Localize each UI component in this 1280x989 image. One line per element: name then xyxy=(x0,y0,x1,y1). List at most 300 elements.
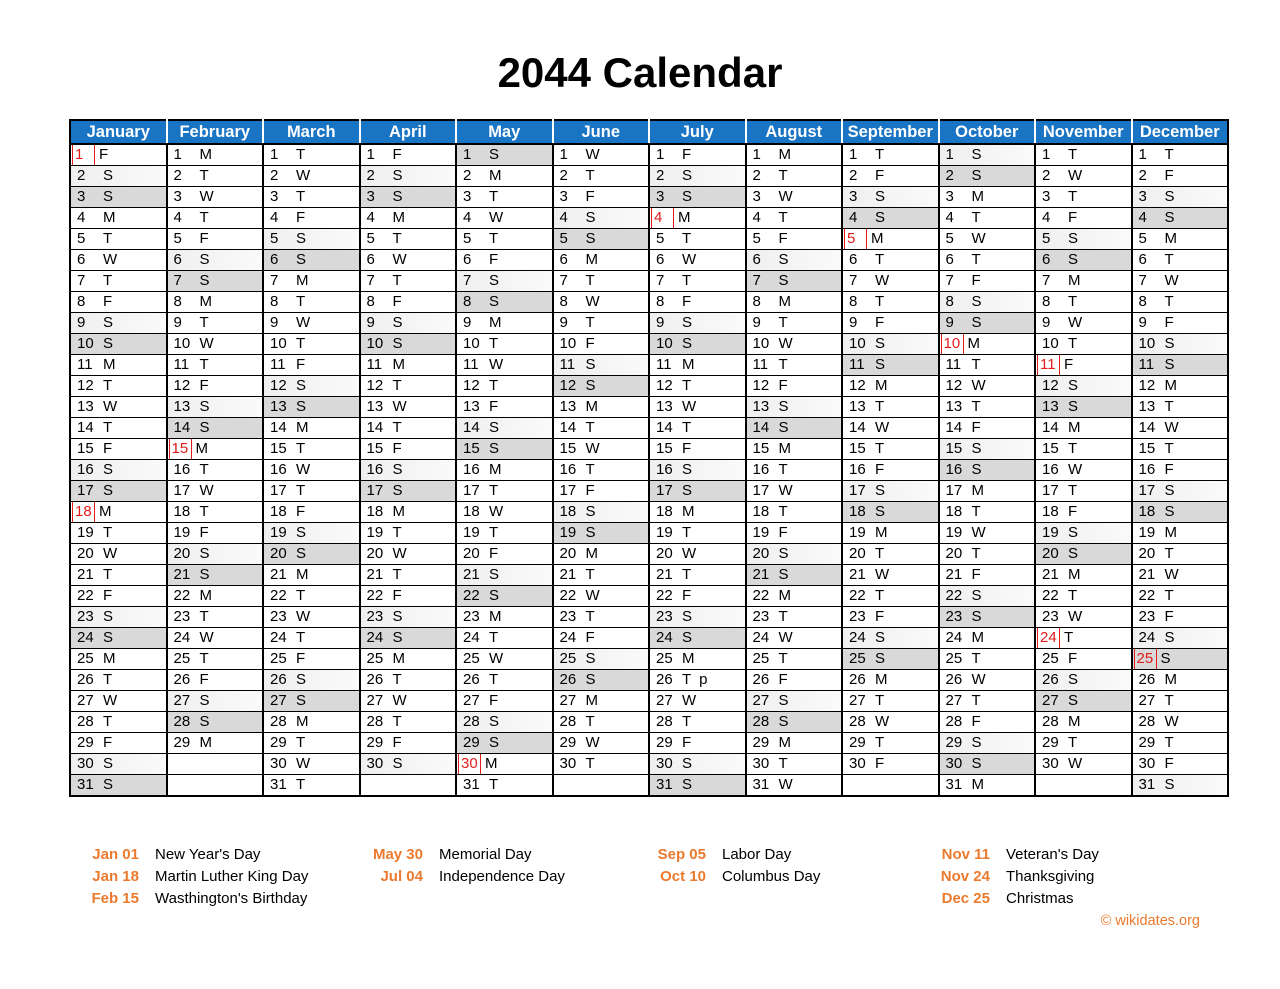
day-cell xyxy=(456,187,553,208)
day-number: 11 xyxy=(752,356,769,373)
day-cell xyxy=(746,397,843,418)
holiday-name: Christmas xyxy=(1006,890,1074,907)
day-number: 9 xyxy=(1138,314,1147,331)
day-number: 25 xyxy=(173,650,191,667)
weekday-letter: F xyxy=(1164,755,1174,772)
day-cell xyxy=(746,481,843,502)
weekday-letter: M xyxy=(296,419,309,436)
day-number: 7 xyxy=(173,272,182,289)
day-cell xyxy=(1035,271,1132,292)
weekday-letter: T xyxy=(585,461,595,478)
day-cell xyxy=(842,355,939,376)
day-cell xyxy=(842,144,939,166)
day-cell xyxy=(167,271,264,292)
day-cell xyxy=(70,334,167,355)
weekday-letter: S xyxy=(103,335,114,352)
day-cell xyxy=(1132,502,1229,523)
weekday-letter: W xyxy=(585,293,600,310)
weekday-letter: S xyxy=(682,629,693,646)
weekday-letter: F xyxy=(1068,503,1078,520)
holiday-name: Wasthington's Birthday xyxy=(155,890,308,907)
day-cell xyxy=(70,691,167,712)
day-cell xyxy=(167,313,264,334)
day-number: 24 xyxy=(559,629,577,646)
day-cell xyxy=(263,733,360,754)
weekday-letter: M xyxy=(489,314,502,331)
day-number: 11 xyxy=(77,356,93,373)
day-number: 28 xyxy=(270,713,287,730)
day-cell xyxy=(70,166,167,187)
cell-note: p xyxy=(699,671,708,688)
month-header-december: December xyxy=(1132,120,1229,144)
weekday-letter: F xyxy=(778,377,788,394)
day-cell xyxy=(553,292,650,313)
day-row xyxy=(70,144,1228,166)
day-cell xyxy=(842,397,939,418)
day-number: 27 xyxy=(559,692,577,709)
day-cell xyxy=(939,754,1036,775)
weekday-letter: T xyxy=(489,230,499,247)
day-cell xyxy=(649,397,746,418)
weekday-letter: S xyxy=(489,734,500,751)
day-number: 8 xyxy=(559,293,568,310)
day-number: 20 xyxy=(77,545,94,562)
day-number: 9 xyxy=(752,314,761,331)
day-number: 19 xyxy=(559,524,577,541)
weekday-letter: S xyxy=(875,629,886,646)
day-number: 4 xyxy=(366,209,375,226)
day-cell xyxy=(649,271,746,292)
day-cell xyxy=(649,355,746,376)
day-number: 19 xyxy=(656,524,673,541)
day-number: 8 xyxy=(752,293,761,310)
weekday-letter: W xyxy=(489,356,504,373)
weekday-letter: M xyxy=(585,251,598,268)
day-number: 7 xyxy=(463,272,472,289)
weekday-letter: T xyxy=(778,314,788,331)
day-cell xyxy=(1132,439,1229,460)
day-cell xyxy=(263,418,360,439)
day-cell xyxy=(360,628,457,649)
day-row xyxy=(70,691,1228,712)
day-number: 13 xyxy=(270,398,287,415)
day-number: 3 xyxy=(463,188,472,205)
day-cell xyxy=(842,460,939,481)
day-number: 7 xyxy=(1042,272,1051,289)
day-number: 16 xyxy=(270,461,287,478)
day-number: 28 xyxy=(945,713,963,730)
day-cell xyxy=(263,754,360,775)
day-number: 17 xyxy=(77,482,94,499)
day-cell xyxy=(1035,523,1132,544)
day-number: 26 xyxy=(1042,671,1059,688)
day-cell xyxy=(842,166,939,187)
weekday-letter: S xyxy=(489,419,500,436)
day-cell xyxy=(1132,586,1229,607)
weekday-letter: T xyxy=(585,608,595,625)
weekday-letter: T xyxy=(296,587,306,604)
day-number: 11 xyxy=(173,356,190,373)
day-number: 22 xyxy=(945,587,963,604)
weekday-letter: S xyxy=(199,713,210,730)
weekday-letter: M xyxy=(199,146,212,163)
weekday-letter: W xyxy=(585,734,600,751)
day-number: 26 xyxy=(173,671,191,688)
day-number: 9 xyxy=(849,314,858,331)
day-cell xyxy=(649,670,746,691)
weekday-letter: W xyxy=(489,503,504,520)
weekday-letter: F xyxy=(199,230,209,247)
day-number: 3 xyxy=(173,188,182,205)
day-number: 5 xyxy=(463,230,472,247)
day-cell xyxy=(939,544,1036,565)
day-number: 23 xyxy=(463,608,480,625)
holiday-day-cell xyxy=(456,754,553,775)
weekday-letter: M xyxy=(99,503,112,520)
day-number: 2 xyxy=(849,167,858,184)
day-number: 25 xyxy=(849,650,866,667)
weekday-letter: S xyxy=(682,461,693,478)
day-number: 23 xyxy=(1042,608,1059,625)
day-number: 21 xyxy=(849,566,866,583)
day-cell xyxy=(456,439,553,460)
day-cell xyxy=(939,250,1036,271)
day-number: 19 xyxy=(366,524,384,541)
day-number: 11 xyxy=(366,356,383,373)
day-number: 31 xyxy=(270,776,287,793)
weekday-letter: F xyxy=(103,293,113,310)
weekday-letter: W xyxy=(103,692,118,709)
weekday-letter: S xyxy=(103,755,114,772)
day-number: 19 xyxy=(945,524,963,541)
day-row xyxy=(70,229,1228,250)
weekday-letter: W xyxy=(199,482,214,499)
weekday-letter: W xyxy=(875,419,890,436)
day-cell xyxy=(842,628,939,649)
weekday-letter: S xyxy=(682,335,693,352)
month-header-june: June xyxy=(553,120,650,144)
weekday-letter: T xyxy=(1164,587,1174,604)
day-cell xyxy=(1132,144,1229,166)
weekday-letter: T xyxy=(585,272,595,289)
day-cell xyxy=(360,754,457,775)
day-cell xyxy=(939,292,1036,313)
weekday-letter: S xyxy=(489,713,500,730)
weekday-letter: M xyxy=(971,188,984,205)
day-number: 5 xyxy=(173,230,182,247)
weekday-letter: T xyxy=(199,503,209,520)
day-cell xyxy=(649,292,746,313)
holiday-day-cell xyxy=(842,229,939,250)
day-cell xyxy=(746,208,843,229)
day-cell xyxy=(1132,208,1229,229)
weekday-letter: S xyxy=(778,419,789,436)
weekday-letter: W xyxy=(1164,272,1179,289)
day-number: 3 xyxy=(752,188,761,205)
weekday-letter: S xyxy=(199,419,210,436)
weekday-letter: S xyxy=(585,671,596,688)
day-row xyxy=(70,397,1228,418)
weekday-letter: S xyxy=(971,314,982,331)
day-number: 21 xyxy=(656,566,673,583)
day-cell xyxy=(746,229,843,250)
day-cell xyxy=(746,292,843,313)
day-number: 7 xyxy=(77,272,86,289)
day-number: 8 xyxy=(173,293,182,310)
day-cell xyxy=(649,187,746,208)
day-cell xyxy=(1132,607,1229,628)
weekday-letter: M xyxy=(682,356,695,373)
weekday-letter: F xyxy=(585,188,595,205)
day-cell xyxy=(70,628,167,649)
day-number: 29 xyxy=(559,734,577,751)
day-cell xyxy=(263,166,360,187)
day-cell xyxy=(360,481,457,502)
day-cell xyxy=(70,313,167,334)
day-number: 24 xyxy=(270,629,287,646)
day-row xyxy=(70,649,1228,670)
weekday-letter: M xyxy=(1068,419,1081,436)
weekday-letter: T xyxy=(971,398,981,415)
day-number: 19 xyxy=(463,524,480,541)
weekday-letter: M xyxy=(489,461,502,478)
weekday-letter: T xyxy=(1064,629,1074,646)
day-number: 22 xyxy=(77,587,94,604)
day-number: 22 xyxy=(1042,587,1059,604)
weekday-letter: S xyxy=(682,755,693,772)
day-cell xyxy=(939,397,1036,418)
weekday-letter: S xyxy=(296,524,307,541)
day-number: 10 xyxy=(559,335,577,352)
weekday-letter: T xyxy=(971,650,981,667)
day-number: 13 xyxy=(849,398,866,415)
day-number: 16 xyxy=(849,461,866,478)
weekday-letter: S xyxy=(103,776,114,793)
day-number: 24 xyxy=(77,629,94,646)
day-cell xyxy=(649,712,746,733)
holiday-day-cell xyxy=(70,502,167,523)
day-number: 19 xyxy=(752,524,770,541)
day-number: 16 xyxy=(559,461,577,478)
holiday-item xyxy=(353,866,565,888)
weekday-letter: S xyxy=(1068,230,1079,247)
day-number: 4 xyxy=(463,209,472,226)
day-cell xyxy=(70,544,167,565)
day-cell xyxy=(70,523,167,544)
weekday-letter: S xyxy=(778,398,789,415)
credit-text[interactable]: © wikidates.org xyxy=(1100,913,1200,929)
month-header-september: September xyxy=(842,120,939,144)
calendar-body xyxy=(70,144,1228,796)
weekday-letter: T xyxy=(103,713,113,730)
weekday-letter: T xyxy=(585,167,595,184)
weekday-letter: S xyxy=(199,692,210,709)
day-number: 18 xyxy=(559,503,577,520)
weekday-letter: M xyxy=(199,293,212,310)
day-number: 3 xyxy=(1042,188,1051,205)
day-row xyxy=(70,418,1228,439)
weekday-letter: F xyxy=(489,398,499,415)
weekday-letter: F xyxy=(585,335,595,352)
day-number: 6 xyxy=(656,251,665,268)
weekday-letter: F xyxy=(489,545,499,562)
weekday-letter: S xyxy=(296,230,307,247)
day-cell xyxy=(360,733,457,754)
day-cell xyxy=(70,208,167,229)
day-number: 14 xyxy=(463,419,480,436)
day-cell xyxy=(456,691,553,712)
day-number: 18 xyxy=(366,503,384,520)
weekday-letter: S xyxy=(585,356,596,373)
day-number: 22 xyxy=(559,587,577,604)
day-number: 12 xyxy=(559,377,577,394)
weekday-letter: T xyxy=(1164,251,1174,268)
day-number: 1 xyxy=(366,146,375,163)
day-number: 11 xyxy=(945,356,962,373)
weekday-letter: F xyxy=(392,734,402,751)
day-number: 9 xyxy=(366,314,375,331)
weekday-letter: S xyxy=(296,671,307,688)
empty-cell xyxy=(167,775,264,797)
day-cell xyxy=(842,439,939,460)
weekday-letter: M xyxy=(392,356,405,373)
weekday-letter: T xyxy=(971,251,981,268)
page-title: 2044 Calendar xyxy=(497,49,783,96)
day-number: 6 xyxy=(366,251,375,268)
day-number: 30 xyxy=(270,755,287,772)
day-number: 30 xyxy=(752,755,770,772)
weekday-letter: T xyxy=(682,671,692,688)
holiday-date: Jul 04 xyxy=(380,868,423,885)
day-row xyxy=(70,208,1228,229)
day-number: 16 xyxy=(77,461,94,478)
day-cell xyxy=(746,250,843,271)
weekday-letter: S xyxy=(875,482,886,499)
weekday-letter: W xyxy=(296,461,311,478)
weekday-letter: T xyxy=(778,461,788,478)
day-cell xyxy=(1132,712,1229,733)
day-cell xyxy=(167,460,264,481)
day-number: 27 xyxy=(656,692,673,709)
weekday-letter: M xyxy=(1164,230,1177,247)
weekday-letter: T xyxy=(682,377,692,394)
day-cell xyxy=(553,187,650,208)
day-number: 8 xyxy=(1138,293,1147,310)
day-cell xyxy=(360,376,457,397)
day-cell xyxy=(456,523,553,544)
day-number: 15 xyxy=(366,440,384,457)
weekday-letter: T xyxy=(392,524,402,541)
day-number: 11 xyxy=(656,356,672,373)
day-number: 6 xyxy=(77,251,86,268)
weekday-letter: M xyxy=(392,503,405,520)
day-cell xyxy=(360,292,457,313)
day-number: 10 xyxy=(1042,335,1059,352)
day-number: 21 xyxy=(945,566,963,583)
day-number: 14 xyxy=(270,419,287,436)
day-row xyxy=(70,544,1228,565)
day-row xyxy=(70,460,1228,481)
weekday-letter: F xyxy=(1164,461,1174,478)
weekday-letter: T xyxy=(875,293,885,310)
day-number: 12 xyxy=(463,377,480,394)
day-number: 10 xyxy=(463,335,480,352)
weekday-letter: S xyxy=(875,503,886,520)
day-number: 11 xyxy=(463,356,479,373)
weekday-letter: T xyxy=(296,776,306,793)
month-header-january: January xyxy=(70,120,167,144)
day-cell xyxy=(842,565,939,586)
day-cell xyxy=(360,250,457,271)
weekday-letter: M xyxy=(296,713,309,730)
weekday-letter: W xyxy=(296,755,311,772)
day-cell xyxy=(1132,229,1229,250)
day-number: 27 xyxy=(270,692,287,709)
day-cell xyxy=(456,628,553,649)
empty-cell xyxy=(842,775,939,797)
day-number: 7 xyxy=(559,272,568,289)
day-number: 16 xyxy=(366,461,384,478)
day-number: 6 xyxy=(1042,251,1051,268)
day-cell xyxy=(1035,418,1132,439)
holiday-name: Memorial Day xyxy=(439,846,532,863)
day-cell xyxy=(1035,334,1132,355)
weekday-letter: F xyxy=(682,587,692,604)
day-number: 31 xyxy=(945,776,963,793)
day-cell xyxy=(360,649,457,670)
day-cell xyxy=(1132,187,1229,208)
day-cell xyxy=(746,712,843,733)
day-cell xyxy=(553,418,650,439)
holiday-date: Nov 11 xyxy=(941,846,990,863)
day-row xyxy=(70,712,1228,733)
day-number: 18 xyxy=(656,503,673,520)
day-number: 14 xyxy=(559,419,577,436)
day-number: 1 xyxy=(270,146,279,163)
day-number: 15 xyxy=(270,440,287,457)
day-cell xyxy=(842,523,939,544)
day-cell xyxy=(167,481,264,502)
weekday-letter: S xyxy=(199,251,210,268)
weekday-letter: W xyxy=(585,146,600,163)
weekday-letter: M xyxy=(1068,713,1081,730)
day-cell xyxy=(263,376,360,397)
day-number: 12 xyxy=(1138,377,1156,394)
day-number: 2 xyxy=(463,167,472,184)
day-number: 23 xyxy=(945,608,963,625)
weekday-letter: S xyxy=(682,608,693,625)
day-cell xyxy=(70,292,167,313)
day-number: 6 xyxy=(849,251,858,268)
day-cell xyxy=(939,187,1036,208)
day-cell xyxy=(456,313,553,334)
day-number: 25 xyxy=(656,650,673,667)
weekday-letter: S xyxy=(489,293,500,310)
day-row xyxy=(70,565,1228,586)
day-cell xyxy=(456,418,553,439)
day-number: 27 xyxy=(752,692,770,709)
day-cell xyxy=(1132,250,1229,271)
day-cell xyxy=(360,523,457,544)
weekday-letter: M xyxy=(778,734,791,751)
day-number: 26 xyxy=(559,671,577,688)
day-number: 30 xyxy=(559,755,577,772)
day-number: 24 xyxy=(463,629,480,646)
day-cell xyxy=(553,586,650,607)
weekday-letter: M xyxy=(103,356,116,373)
weekday-letter: T xyxy=(103,671,113,688)
day-number: 14 xyxy=(1042,419,1059,436)
